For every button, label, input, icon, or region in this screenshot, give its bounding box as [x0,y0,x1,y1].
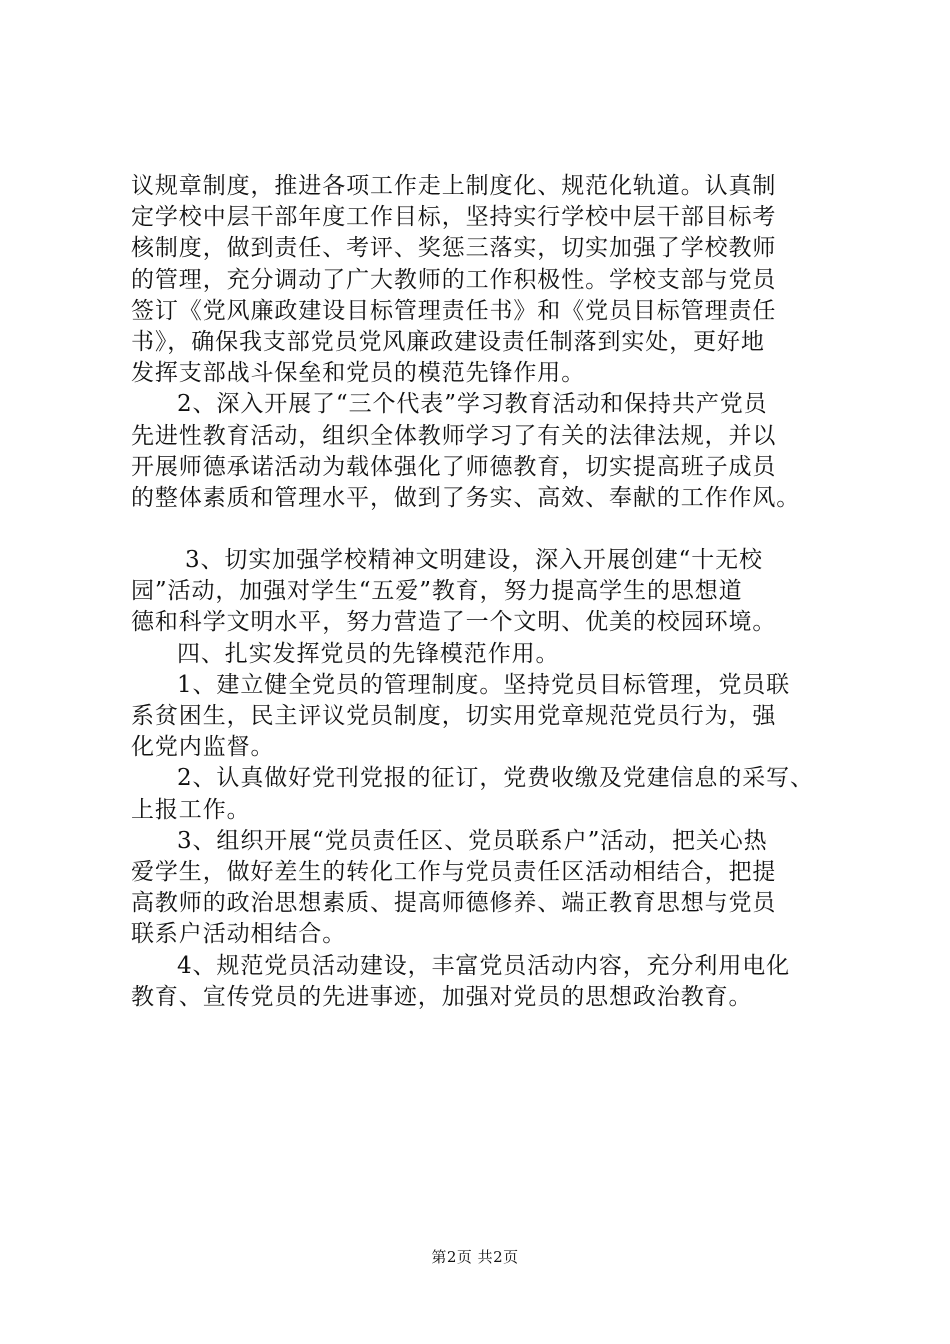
text-line: 联系户活动相结合。 [131,921,347,948]
text-line: 的管理，充分调动了广大教师的工作积极性。学校支部与党员 [131,266,777,293]
text-line: 园”活动，加强对学生“五爱”教育，努力提高学生的思想道 [131,578,743,605]
text-line: 德和科学文明水平，努力营造了一个文明、优美的校园环境。 [131,609,777,636]
text-line: 上报工作。 [131,796,251,823]
paragraph-start-line: 2、认真做好党刊党报的征订，党费收缴及党建信息的采写、 [177,765,814,792]
text-line: 化党内监督。 [131,734,275,761]
paragraph-gap [131,514,831,545]
paragraph-start-line: 2、深入开展了“三个代表”学习教育活动和保持共产党员 [177,391,768,418]
document-body [131,171,831,1013]
text-line: 书》，确保我支部党员党风廉政建设责任制落到实处，更好地 [131,328,765,355]
text-line: 爱学生，做好差生的转化工作与党员责任区活动相结合，把提 [131,858,777,885]
page-number-footer: 第2页 共2页 [431,1248,519,1266]
text-line: 核制度，做到责任、考评、奖惩三落实，切实加强了学校教师 [131,235,777,262]
text-line: 教育、宣传党员的先进事迹，加强对党员的思想政治教育。 [131,983,753,1010]
text-line: 议规章制度，推进各项工作走上制度化、规范化轨道。认真制 [131,173,777,199]
text-line: 先进性教育活动，组织全体教师学习了有关的法律法规，并以 [131,422,777,449]
text-line: 签订《党风廉政建设目标管理责任书》和《党员目标管理责任 [131,297,777,324]
text-line: 发挥支部战斗保垒和党员的模范先锋作用。 [131,360,586,387]
text-line: 开展师德承诺活动为载体强化了师德教育，切实提高班子成员 [131,453,777,480]
text-line: 的整体素质和管理水平，做到了务实、高效、奉献的工作作风。 [131,484,801,511]
text-line: 系贫困生，民主评议党员制度，切实用党章规范党员行为，强 [131,703,777,729]
paragraph-start-line: 3、切实加强学校精神文明建设，深入开展创建“十无校 [185,547,763,574]
text-line: 定学校中层干部年度工作目标，坚持实行学校中层干部目标考 [131,204,777,231]
paragraph-start-line: 3、组织开展“党员责任区、党员联系户”活动，把关心热 [177,827,768,854]
section-heading: 四、扎实发挥党员的先锋模范作用。 [177,640,560,667]
paragraph-start-line: 4、规范党员活动建设，丰富党员活动内容，充分利用电化 [177,952,791,979]
paragraph-start-line: 1、建立健全党员的管理制度。坚持党员目标管理，党员联 [177,671,791,698]
text-line: 高教师的政治思想素质、提高师德修养、端正教育思想与党员 [131,890,777,917]
